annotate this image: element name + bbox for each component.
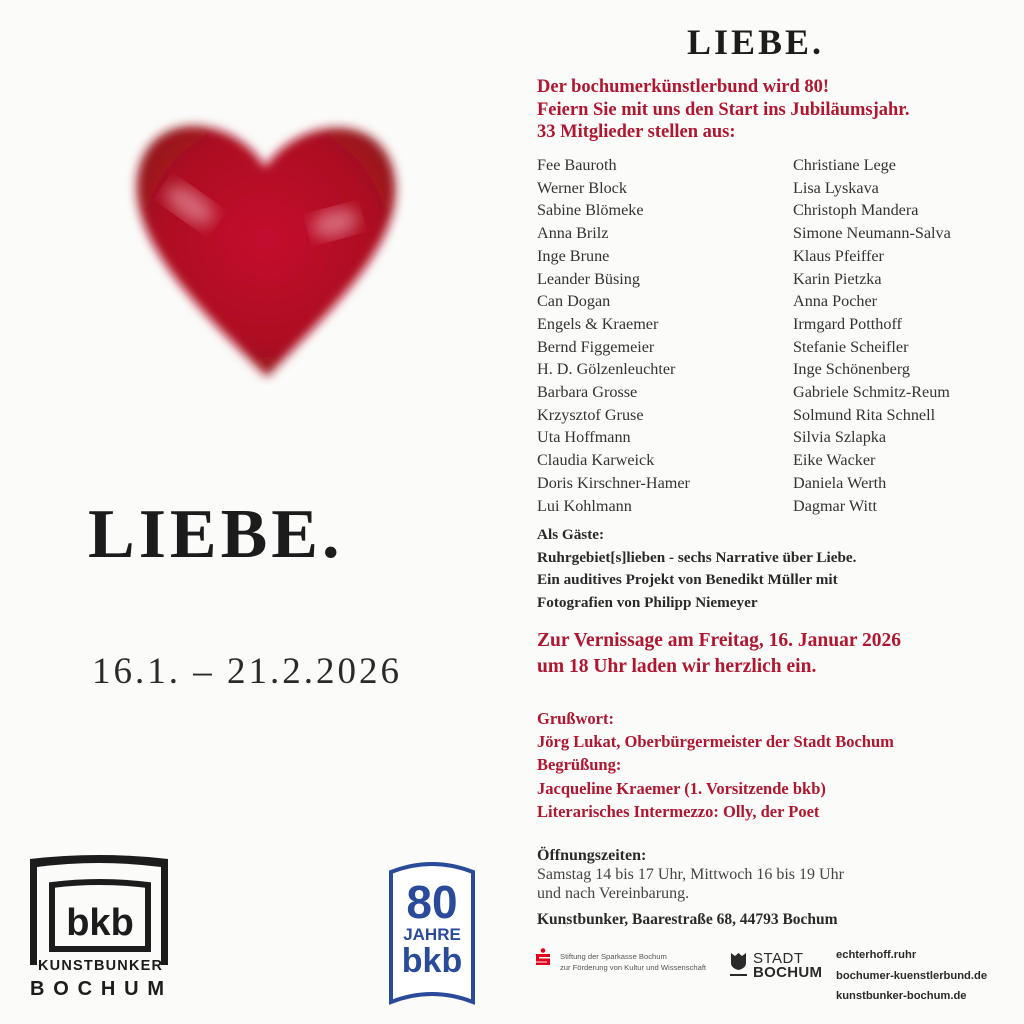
guests-heading: Als Gäste: [537,526,605,543]
vernissage-invitation [537,628,901,680]
vernissage-line: Zur Vernissage am Freitag, 16. Januar 2026 [537,630,902,651]
member-name: Daniela Werth [793,473,887,492]
member-name: Sabine Blömeke [537,201,644,220]
stadt-bochum-logo [730,952,822,980]
guests-line: Fotografien von Philipp Niemeyer [537,593,758,611]
member-name: Leander Büsing [537,269,640,288]
intro-line: Der bochumerkünstlerbund wird 80! [537,77,830,97]
member-name: Dagmar Witt [793,496,878,515]
member-name: Krzysztof Gruse [537,405,644,424]
member-name: Claudia Karweick [537,451,655,470]
website-links [836,945,987,1007]
stadt-line: STADT [753,950,804,967]
member-name: Doris Kirschner-Hamer [537,473,690,492]
website-link[interactable]: kunstbunker-bochum.de [836,990,967,1002]
member-name: Christiane Lege [793,156,896,174]
program-line: Jörg Lukat, Oberbürgermeister der Stadt Bochum [537,732,894,752]
bkb-mark: bkb [66,902,134,944]
member-name: Eike Wacker [793,451,876,470]
vernissage-line: um 18 Uhr laden wir herzlich ein. [537,656,817,677]
sparkasse-line: zur Förderung von Kultur und Wissenschaft [560,962,707,972]
heart-icon [115,95,415,385]
bkb-line2: BOCHUM [30,978,170,1000]
member-name: Bernd Figgemeier [537,337,655,356]
program-line: Literarisches Intermezzo: Olly, der Poet [537,801,820,821]
kunstbunker-logo [24,855,174,1000]
member-name: Gabriele Schmitz-Reum [793,383,950,402]
jubilee-word: JAHRE [403,925,461,944]
member-name: Stefanie Scheifler [793,337,909,356]
member-name: Barbara Grosse [537,383,638,402]
member-name: Anna Pocher [793,292,878,311]
member-name: Klaus Pfeiffer [793,246,884,265]
stadt-line: BOCHUM [753,964,823,981]
members-list-column-1 [537,154,690,517]
hours-line: und nach Vereinbarung. [537,885,690,902]
member-name: Solmund Rita Schnell [793,405,936,424]
exhibition-date-range: 16.1. – 21.2.2026 [92,651,402,692]
member-name: Anna Brilz [537,224,609,243]
member-name: Inge Schönenberg [793,360,911,379]
bkb-line1: KUNSTBUNKER [38,958,162,974]
intro-text [537,76,909,144]
guests-line: Ruhrgebiet[s]lieben - sechs Narrative über Liebe. [537,548,857,566]
hours-line: Samstag 14 bis 17 Uhr, Mittwoch 16 bis 19 Uhr [537,866,844,883]
bochum-emblem-icon [730,952,747,978]
member-name: Simone Neumann-Salva [793,224,951,243]
program-heading: Begrüßung: [537,755,622,775]
members-list-column-2 [793,154,951,517]
heart-image [115,95,415,385]
opening-hours [537,846,844,903]
member-name: Christoph Mandera [793,201,919,220]
jubilee-mark: bkb [401,942,463,980]
member-name: Uta Hoffmann [537,428,631,447]
poster-title: LIEBE. [88,496,344,573]
hours-heading: Öffnungszeiten: [537,847,647,864]
intro-line: Feiern Sie mit uns den Start ins Jubiläumsjahr. [537,99,910,120]
jubilee-logo [387,860,477,1008]
member-name: Inge Brune [537,246,610,265]
sparkasse-line: Stiftung der Sparkasse Bochum [560,952,667,961]
member-name: Karin Pietzka [793,269,882,288]
guests-line: Ein auditives Projekt von Benedikt Müller mit [537,571,838,588]
website-link[interactable]: echterhoff.ruhr [836,949,917,961]
member-name: Silvia Szlapka [793,428,887,447]
member-name: Irmgard Potthoff [793,314,902,333]
info-title: LIEBE. [687,22,825,62]
member-name: Lui Kohlmann [537,496,632,515]
member-name: H. D. Gölzenleuchter [537,360,676,379]
program-heading: Grußwort: [537,709,614,728]
intro-line: 33 Mitglieder stellen aus: [537,122,736,142]
program-line: Jacqueline Kraemer (1. Vorsitzende bkb) [537,778,826,798]
website-link[interactable]: bochumer-kuenstlerbund.de [836,969,988,982]
member-name: Can Dogan [537,292,611,311]
program-section [537,707,894,823]
member-name: Lisa Lyskava [793,178,879,197]
member-name: Werner Block [537,178,627,197]
member-name: Engels & Kraemer [537,314,659,333]
guests-section [537,524,856,614]
sparkasse-sponsor [536,948,706,973]
sparkasse-icon [536,948,550,965]
venue-address: Kunstbunker, Baarestraße 68, 44793 Bochum [537,911,838,928]
member-name: Fee Bauroth [537,156,617,174]
jubilee-number: 80 [406,876,458,928]
